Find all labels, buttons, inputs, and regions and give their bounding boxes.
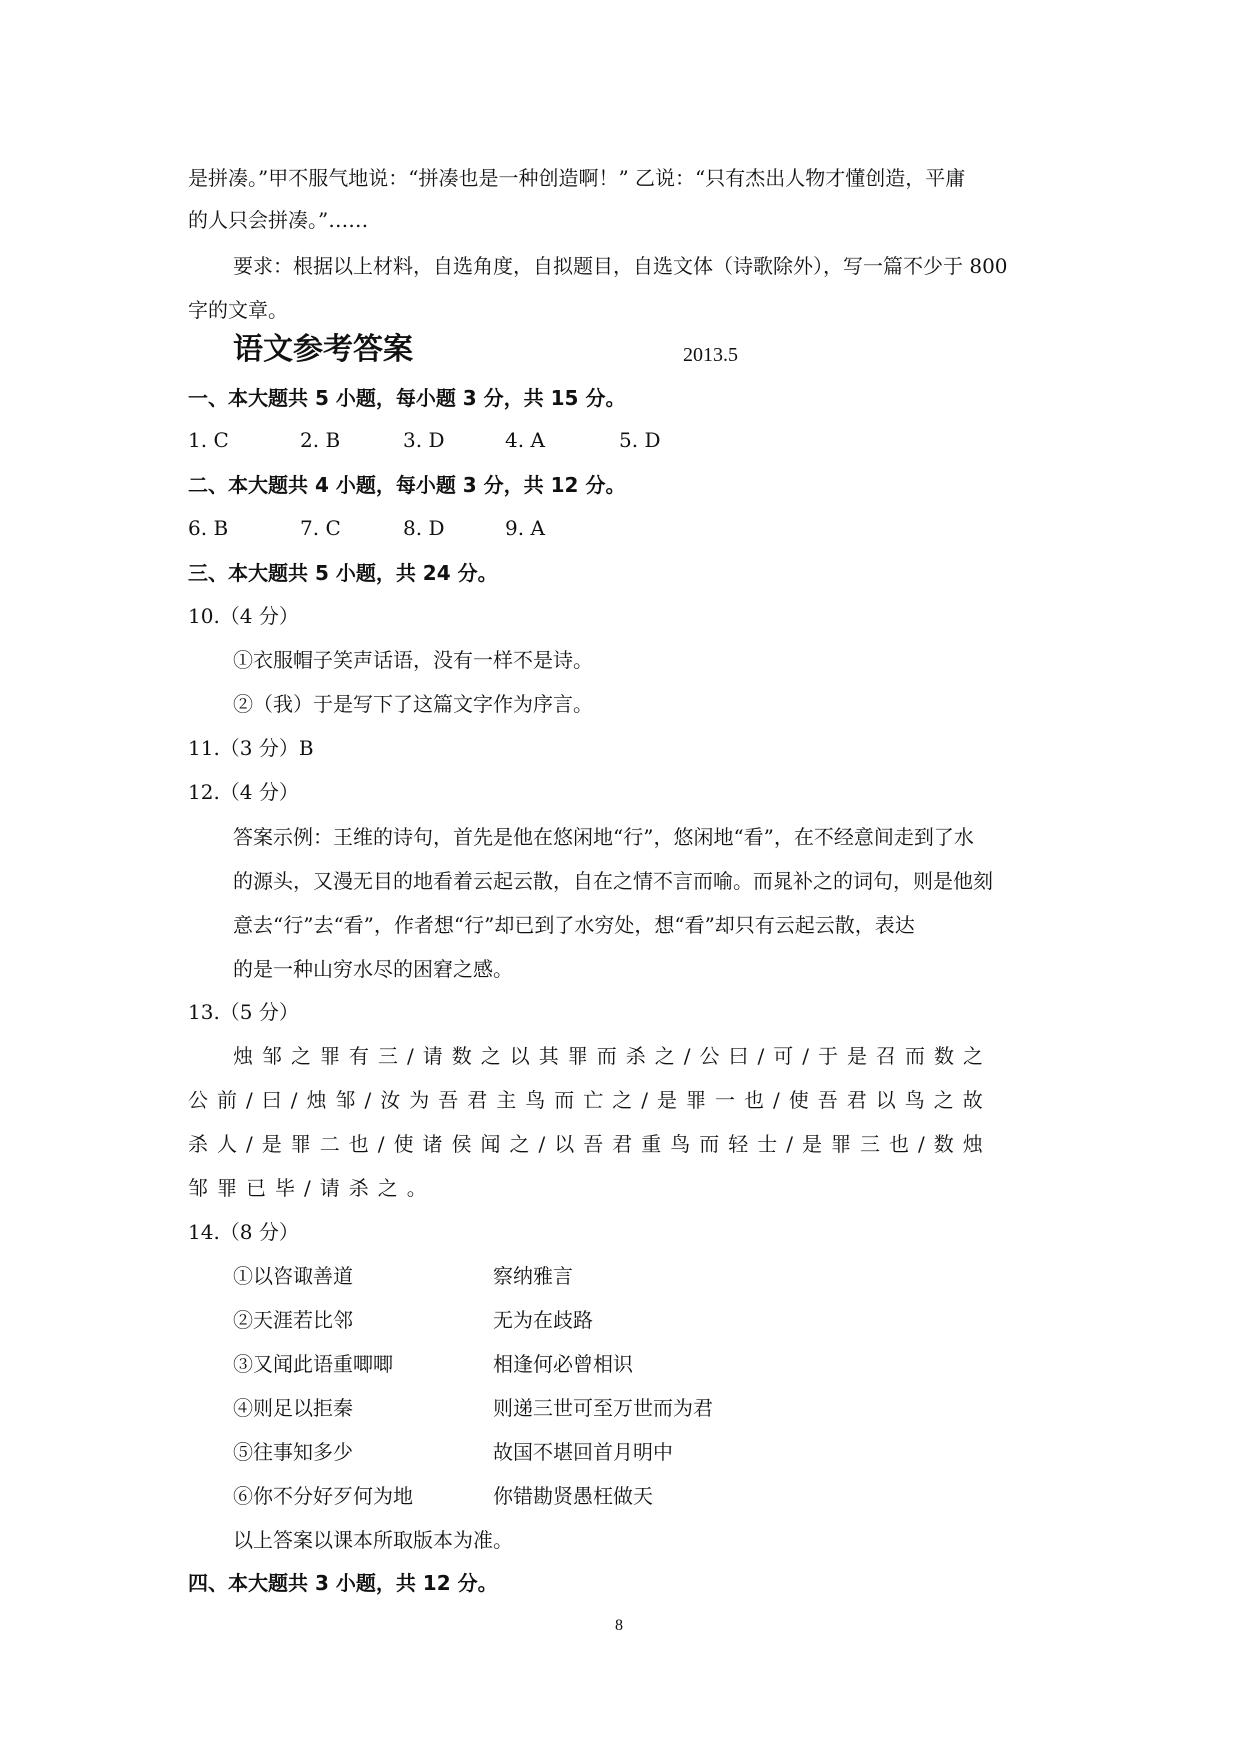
question-number: 12.（4 分） <box>188 780 299 804</box>
answer-key-title: 语文参考答案 <box>233 332 413 367</box>
answer-text: ②（我）于是写下了这篇文字作为序言。 <box>233 692 593 716</box>
answer-text: 答案示例：王维的诗句，首先是他在悠闲地“行”，悠闲地“看”，在不经意间走到了水 <box>233 825 974 849</box>
answer-text: 的是一种山穷水尽的困窘之感。 <box>233 957 513 981</box>
punctuation-answer-line: 杀人/是罪二也/使诸侯闻之/以吾君重鸟而轻士/是罪三也/数烛 <box>188 1132 992 1156</box>
recitation-answer-left: ⑤往事知多少 <box>233 1440 353 1464</box>
recitation-answer-right: 无为在歧路 <box>493 1308 593 1332</box>
answer-item: 4. A <box>505 428 545 452</box>
answer-item: 8. D <box>403 516 445 540</box>
section-heading: 一、本大题共 5 小题，每小题 3 分，共 15 分。 <box>188 386 626 410</box>
answer-key-date: 2013.5 <box>683 344 738 366</box>
answer-text: 意去“行”去“看”，作者想“行”却已到了水穷处，想“看”却只有云起云散，表达 <box>233 913 915 937</box>
punctuation-answer-line: 公前/曰/烛邹/汝为吾君主鸟而亡之/是罪一也/使吾君以鸟之故 <box>188 1088 992 1112</box>
material-text-line: 的人只会拼凑。”…… <box>188 208 369 232</box>
answer-note: 以上答案以课本所取版本为准。 <box>233 1528 513 1552</box>
punctuation-answer-line: 烛邹之罪有三/请数之以其罪而杀之/公曰/可/于是召而数之 <box>233 1044 992 1068</box>
section-heading: 二、本大题共 4 小题，每小题 3 分，共 12 分。 <box>188 473 626 497</box>
requirement-text: 字的文章。 <box>188 298 288 322</box>
answer-item: 3. D <box>403 428 445 452</box>
section-heading: 四、本大题共 3 小题，共 12 分。 <box>188 1571 498 1595</box>
section-heading: 三、本大题共 5 小题，共 24 分。 <box>188 561 498 585</box>
recitation-answer-left: ④则足以拒秦 <box>233 1396 353 1420</box>
question-number: 10.（4 分） <box>188 604 299 628</box>
recitation-answer-right: 相逢何必曾相识 <box>493 1352 633 1376</box>
answer-item: 5. D <box>619 428 661 452</box>
answer-text: 的源头，又漫无目的地看着云起云散，自在之情不言而喻。而晁补之的词句，则是他刻 <box>233 869 993 893</box>
recitation-answer-left: ①以咨诹善道 <box>233 1264 353 1288</box>
answer-text: ①衣服帽子笑声话语，没有一样不是诗。 <box>233 648 593 672</box>
answer-item: 2. B <box>300 428 341 452</box>
answer-item: 1. C <box>188 428 229 452</box>
page-number: 8 <box>615 1617 623 1634</box>
recitation-answer-right: 察纳雅言 <box>493 1264 573 1288</box>
requirement-text: 要求：根据以上材料，自选角度，自拟题目，自选文体（诗歌除外），写一篇不少于 800 <box>233 254 1008 278</box>
question-number: 14.（8 分） <box>188 1220 299 1244</box>
answer-item: 6. B <box>188 516 229 540</box>
recitation-answer-left: ③又闻此语重唧唧 <box>233 1352 393 1376</box>
answer-item: 9. A <box>505 516 545 540</box>
question-number: 13.（5 分） <box>188 1000 299 1024</box>
punctuation-answer-line: 邹罪已毕/请杀之。 <box>188 1176 436 1200</box>
recitation-answer-left: ⑥你不分好歹何为地 <box>233 1484 413 1508</box>
recitation-answer-right: 故国不堪回首月明中 <box>493 1440 673 1464</box>
answer-item: 7. C <box>300 516 341 540</box>
question-number: 11.（3 分）B <box>188 736 314 760</box>
recitation-answer-left: ②天涯若比邻 <box>233 1308 353 1332</box>
recitation-answer-right: 则递三世可至万世而为君 <box>493 1396 713 1420</box>
material-text-line: 是拼凑。”甲不服气地说：“拼凑也是一种创造啊！” 乙说：“只有杰出人物才懂创造，平庸 <box>188 166 966 190</box>
recitation-answer-right: 你错勘贤愚枉做天 <box>493 1484 653 1508</box>
